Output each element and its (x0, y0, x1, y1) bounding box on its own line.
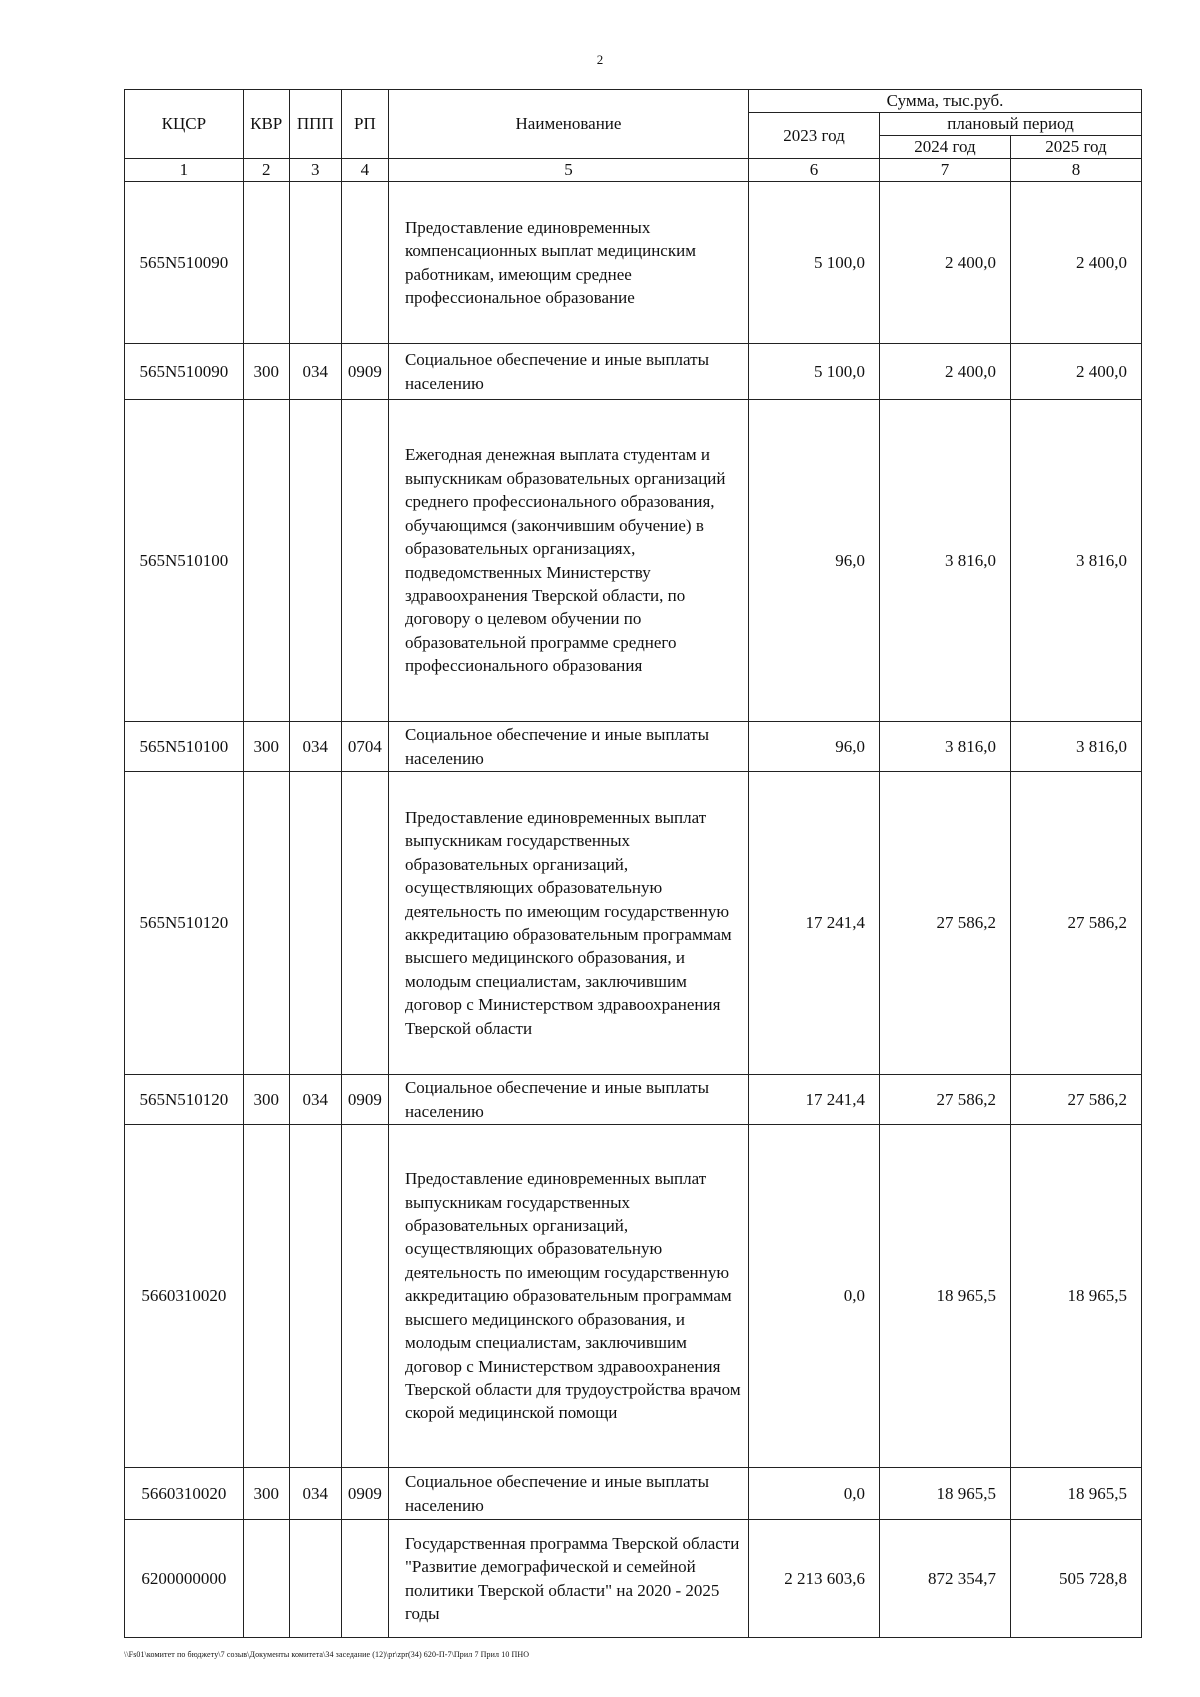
cell-2023: 96,0 (749, 722, 880, 772)
cell-2024: 18 965,5 (880, 1125, 1011, 1468)
cell-ppp (289, 1125, 341, 1468)
cell-kvr (243, 1520, 289, 1638)
table-row-program-total (125, 1520, 1142, 1638)
cell-2025: 2 400,0 (1010, 344, 1141, 400)
cell-kvr (243, 772, 289, 1075)
cell-2025: 3 816,0 (1010, 722, 1141, 772)
header-plan-period: плановый период (880, 113, 1142, 136)
cell-ppp: 034 (289, 344, 341, 400)
cell-2025: 18 965,5 (1010, 1468, 1141, 1520)
cell-rp: 0909 (341, 1468, 388, 1520)
column-number: 5 (388, 159, 748, 182)
table-row (125, 182, 1142, 344)
cell-rp (341, 182, 388, 344)
column-number: 7 (880, 159, 1011, 182)
cell-2024: 18 965,5 (880, 1468, 1011, 1520)
cell-ppp (289, 400, 341, 722)
cell-rp (341, 772, 388, 1075)
budget-table (124, 89, 1142, 1638)
cell-kcsr: 5660310020 (125, 1468, 244, 1520)
cell-kcsr: 565N510100 (125, 722, 244, 772)
cell-name: Социальное обеспечение и иные выплаты населению (388, 722, 748, 772)
column-number: 2 (243, 159, 289, 182)
cell-ppp (289, 1520, 341, 1638)
header-year-2024: 2024 год (880, 136, 1011, 159)
cell-name: Социальное обеспечение и иные выплаты населению (388, 1075, 748, 1125)
cell-name: Государственная программа Тверской области "Развитие демографической и семейной политики Тверской области" на 2020 - 2025 годы (388, 1520, 748, 1638)
cell-kcsr: 5660310020 (125, 1125, 244, 1468)
cell-kcsr: 565N510090 (125, 182, 244, 344)
cell-2025: 18 965,5 (1010, 1125, 1141, 1468)
cell-name: Предоставление единовременных выплат выпускникам государственных образовательных организаций, осуществляющих образовательную деятельность по имеющим государственную аккредитацию образовательным программам высшего медицинского образования, и молодым специалистам, заключившим договор с Министерством здравоохранения Тверской области для трудоустройства врачом скорой медицинской помощи (388, 1125, 748, 1468)
header-ppp: ППП (289, 90, 341, 159)
header-kcsr: КЦСР (125, 90, 244, 159)
cell-2025: 27 586,2 (1010, 772, 1141, 1075)
cell-2023: 0,0 (749, 1468, 880, 1520)
cell-rp (341, 1520, 388, 1638)
cell-kvr: 300 (243, 1468, 289, 1520)
cell-name: Социальное обеспечение и иные выплаты населению (388, 1468, 748, 1520)
cell-rp (341, 1125, 388, 1468)
cell-name: Предоставление единовременных выплат выпускникам государственных образовательных организаций, осуществляющих образовательную деятельность по имеющим государственную аккредитацию образовательным программам высшего медицинского образования, и молодым специалистам, заключившим договор с Министерством здравоохранения Тверской области (388, 772, 748, 1075)
cell-kcsr: 6200000000 (125, 1520, 244, 1638)
cell-kvr: 300 (243, 344, 289, 400)
cell-2025: 505 728,8 (1010, 1520, 1141, 1638)
header-name: Наименование (388, 90, 748, 159)
column-number: 1 (125, 159, 244, 182)
cell-ppp: 034 (289, 1468, 341, 1520)
cell-name: Предоставление единовременных компенсационных выплат медицинским работникам, имеющим среднее профессиональное образование (388, 182, 748, 344)
cell-2025: 3 816,0 (1010, 400, 1141, 722)
cell-2025: 27 586,2 (1010, 1075, 1141, 1125)
cell-kcsr: 565N510090 (125, 344, 244, 400)
cell-2023: 96,0 (749, 400, 880, 722)
cell-2024: 27 586,2 (880, 1075, 1011, 1125)
header-year-2023: 2023 год (749, 113, 880, 159)
table-row (125, 1468, 1142, 1520)
cell-2024: 3 816,0 (880, 400, 1011, 722)
cell-name: Социальное обеспечение и иные выплаты населению (388, 344, 748, 400)
header-kvr: КВР (243, 90, 289, 159)
page-number: 2 (596, 52, 604, 67)
cell-2023: 17 241,4 (749, 1075, 880, 1125)
column-number-row (125, 159, 1142, 182)
header-year-2025: 2025 год (1010, 136, 1141, 159)
cell-2024: 2 400,0 (880, 182, 1011, 344)
cell-ppp: 034 (289, 722, 341, 772)
cell-kvr (243, 1125, 289, 1468)
cell-2025: 2 400,0 (1010, 182, 1141, 344)
column-number: 8 (1010, 159, 1141, 182)
cell-rp: 0704 (341, 722, 388, 772)
cell-2024: 2 400,0 (880, 344, 1011, 400)
table-row (125, 772, 1142, 1075)
table-row (125, 722, 1142, 772)
cell-kcsr: 565N510120 (125, 1075, 244, 1125)
table-row (125, 1075, 1142, 1125)
cell-2024: 27 586,2 (880, 772, 1011, 1075)
header-sum: Сумма, тыс.руб. (749, 90, 1142, 113)
header-rp: РП (341, 90, 388, 159)
cell-rp: 0909 (341, 1075, 388, 1125)
table-row (125, 344, 1142, 400)
cell-2024: 872 354,7 (880, 1520, 1011, 1638)
cell-2023: 5 100,0 (749, 182, 880, 344)
footer-file-path: \\Fs01\комитет по бюджету\7 созыв\Документы комитета\34 заседание (12)\pr\zpr(34) 620-П-7\Прил 7 Прил 10 ПНО (124, 1650, 530, 1659)
cell-ppp: 034 (289, 1075, 341, 1125)
table-row (125, 1125, 1142, 1468)
cell-rp (341, 400, 388, 722)
column-number: 4 (341, 159, 388, 182)
cell-kcsr: 565N510100 (125, 400, 244, 722)
cell-kcsr: 565N510120 (125, 772, 244, 1075)
column-number: 6 (749, 159, 880, 182)
table-row (125, 400, 1142, 722)
cell-kvr: 300 (243, 722, 289, 772)
cell-kvr: 300 (243, 1075, 289, 1125)
cell-ppp (289, 772, 341, 1075)
column-number: 3 (289, 159, 341, 182)
cell-ppp (289, 182, 341, 344)
cell-2024: 3 816,0 (880, 722, 1011, 772)
cell-kvr (243, 182, 289, 344)
cell-name: Ежегодная денежная выплата студентам и выпускникам образовательных организаций среднего профессионального образования, обучающимся (закончившим обучение) в образовательных организациях, подведомственных Министерству здравоохранения Тверской области, по договору о целевом обучении по образовательной программе среднего профессионального образования (388, 400, 748, 722)
cell-2023: 2 213 603,6 (749, 1520, 880, 1638)
cell-2023: 5 100,0 (749, 344, 880, 400)
cell-2023: 0,0 (749, 1125, 880, 1468)
cell-kvr (243, 400, 289, 722)
cell-rp: 0909 (341, 344, 388, 400)
cell-2023: 17 241,4 (749, 772, 880, 1075)
